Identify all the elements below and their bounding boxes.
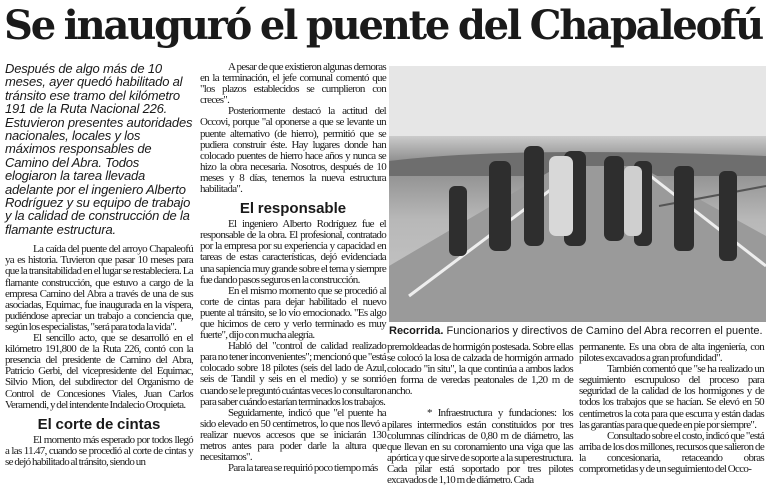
paragraph: También comentó que "se ha realizado un seguimiento escrupuloso del proceso para seguridad de la calidad de los hormigones y de todos los trabajos que se hacían. Se elevó en 50 centímetros la cota para que escurra y están dadas las garantías para que quede en pie por siempre". [579,363,764,431]
subheading: El responsable [239,200,347,218]
paragraph: Consultado sobre el costo, indicó que "está arriba de los dos millones, recursos que salieron de la concesionaria, retaceando obras comprometidas y de un seguimiento del Occo- [579,429,764,476]
photo-caption [389,325,766,338]
paragraph: El momento más esperado por todos llegó a las 11.47, cuando se procedió al corte de cintas y se dejó habilitado al tránsito, siendo un [5,433,193,468]
paragraph: La caída del puente del arroyo Chapaleofú ya es historia. Tuvieron que pasar 10 meses para que la transitabilidad en el lugar se restableciera. La flamante construcción, que estuvo a cargo de la empresa Camino del Abra a través de una de sus asociadas, Equimac, fue inaugurada en la víspera, pudiéndose apreciar un trabajo a conciencia que, según los especialistas, "será para toda la vida". [5,243,193,333]
photo-illustration [389,66,766,322]
paragraph: Para la tarea se requirió poco tiempo más [228,462,378,475]
bridge-photo [389,66,766,322]
paragraph: premoldeadas de hormigón postesada. Sobre ellas se colocó la losa de calzada de hormigón armado colocado "in situ", la que continúa a ambos lados en forma de veredas peatonales de 1,20 m de ancho. [387,341,573,398]
caption-label: Recorrida. [389,325,444,337]
paragraph: A pesar de que existieron algunas demoras en la terminación, el jefe comunal comentó que "los plazos establecidos se cumplieron con creces". [200,61,386,107]
paragraph: En el mismo momento que se procedió al corte de cintas para dejar habilitado el nuevo puente al tránsito, se lo vio emocionado. "Es algo que hicimos de cero y verlo terminado es muy fuerte", dijo con mucha alegría. [200,284,386,342]
column-3 [387,342,573,486]
column-1 [5,62,193,468]
headline: Se inauguró el puente del Chapaleofú [4,2,762,49]
column-4 [579,342,764,475]
paragraph: permanente. Es una obra de alta ingeniería, con pilotes excavados a gran profundidad". [579,341,764,365]
paragraph: Seguidamente, indicó que "el puente ha sido elevado en 50 centímetros, lo que nos llevó a realizar nuevos accesos que se iniciarán 130 metros antes para poder darle la altura que necesitamos". [200,406,386,464]
column-2 [200,62,386,474]
paragraph: Posteriormente destacó la actitud del Occovi, porque "al oponerse a que se levante un puente alternativo (de hierro), permitió que se pudiera construir éste. Hay lugares donde han colocado puentes de hierro hace años y nunca se hizo la obra necesaria. Nosotros, después de 10 meses y 8 días, tenemos la nueva estructura habilitada". [200,105,386,196]
paragraph: El ingeniero Alberto Rodríguez fue el responsable de la obra. El profesional, contratado por la empresa por su experiencia y capacidad en tareas de estas características, dejó evidenciada una sapiencia muy grande sobre el tema y siempre fue dando pasos seguros en la construcción. [200,218,386,286]
paragraph: El sencillo acto, que se desarrolló en el kilómetro 191,800 de la Ruta 226, contó con la presencia del presidente de Camino del Abra, Patricio Gerbi, del vicepresidente del Equimac, Silvio Mion, del subdirector del Organismo de Control de Concesiones Viales, Juan Carlos Veramendi, y del intendente Indalecio Oroquieta. [5,332,193,411]
caption-text: Funcionarios y directivos de Camino del Abra recorren el puente. [443,325,763,337]
subheading: El corte de cintas [37,415,161,433]
paragraph: * Infraestructura y fundaciones: los pilares intermedios están constituidos por tres columnas cilíndricas de 0,80 m de diámetro, las que llevan en su coronamiento una viga que las apórtica y que sirve de soporte a la superestructura. Cada pilar está soportado por tres pilotes excavados de 1,10 m de diámetro. Cada [387,407,573,486]
paragraph: Habló del "control de calidad realizado para no tener inconvenientes"; mencionó que "está colocado sobre 18 pilotes (seis del lado de Azul, seis de Tandil y seis en el medio) y se sonrió cuando se le preguntó cuántas veces lo consultaron para saber cuándo estarían terminados los trabajos. [200,340,387,408]
lead-paragraph: Después de algo más de 10 meses, ayer quedó habilitado al tránsito ese tramo del kilómetro 191 de la Ruta Nacional 226. Estuvieron presentes autoridades nacionales, locales y los máximos responsables de Camino del Abra. Todos elogiaron la tarea llevada adelante por el ingeniero Alberto Rodríguez y su equipo de trabajo y la calidad de construcción de la flamante estructura. [5,61,193,237]
